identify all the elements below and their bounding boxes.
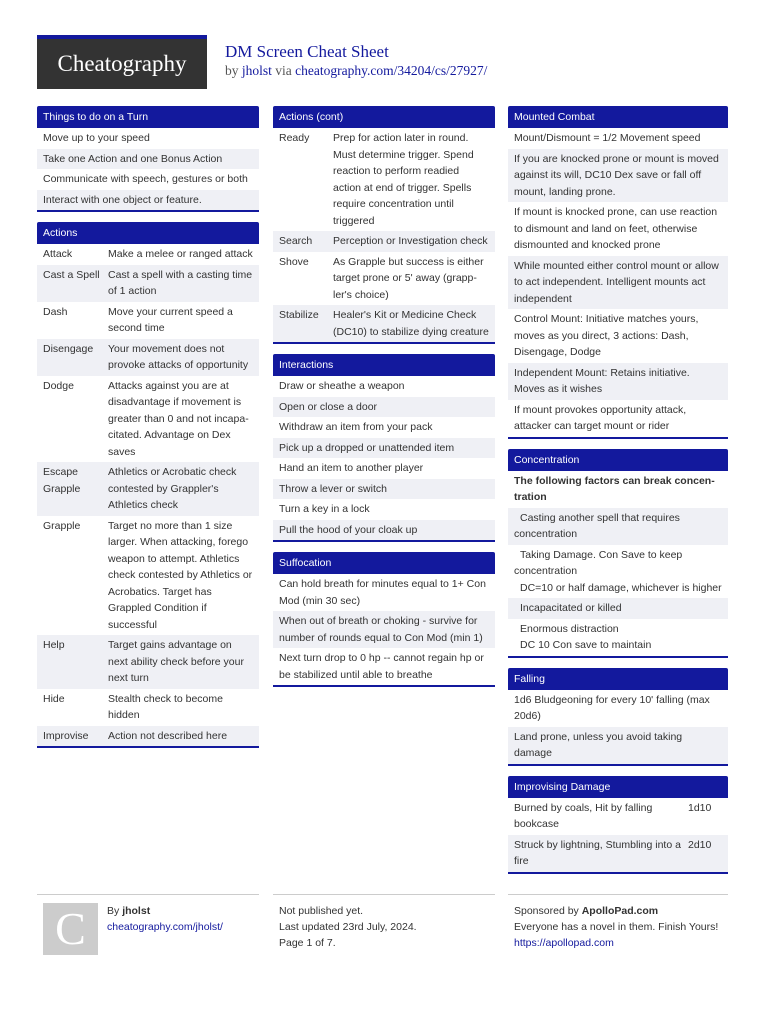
list-item: Draw or sheathe a weapon <box>273 376 495 397</box>
list-item: Throw a lever or switch <box>273 479 495 500</box>
list-item: Open or close a door <box>273 397 495 418</box>
actions-box-title: Actions <box>37 222 259 244</box>
concentration-box-title: Concentration <box>508 449 728 471</box>
list-item-text: Incapacitated or killed <box>520 602 622 614</box>
table-row <box>37 376 259 463</box>
row-value: 1d10 <box>688 801 712 814</box>
table-row <box>508 798 728 835</box>
list-item-text: DC 10 Con save to maintain <box>520 639 652 651</box>
row-key: Help <box>43 639 65 651</box>
byline <box>225 62 487 80</box>
list-item: Turn a key in a lock <box>273 499 495 520</box>
improv-table <box>508 798 728 872</box>
row-value: Stealth check to become hidden <box>108 692 223 721</box>
author-link[interactable]: jholst <box>241 63 272 78</box>
list-item-text: Enormous distraction <box>520 622 619 635</box>
suffocation-box <box>273 552 495 687</box>
list-item: Land prone, unless you avoid taking damage <box>508 727 728 764</box>
table-row <box>37 689 259 726</box>
suffocation-list <box>273 574 495 685</box>
row-value: Cast a spell with a casting time of 1 action <box>108 268 253 297</box>
mounted-list <box>508 128 728 437</box>
sponsored-by: Sponsored by <box>514 905 579 917</box>
row-value: Target gains advantage on next ability check before your next turn <box>108 639 244 684</box>
table-row <box>273 128 495 231</box>
row-value: Attacks against you are at disadvantage if movement is greater than 0 and not incapacitated. Advantage on Dex saves <box>108 379 249 458</box>
interactions-list <box>273 376 495 540</box>
list-item: Mount/Dismount = 1/2 Movement speed <box>508 128 728 149</box>
interactions-box <box>273 354 495 542</box>
by-prefix: by <box>225 63 239 78</box>
publish-status: Not published yet. <box>279 905 364 917</box>
column-2 <box>273 106 495 697</box>
row-key: Ready <box>279 132 310 144</box>
sheet-url-link[interactable]: cheatography.com/34204/cs/27927/ <box>295 63 488 78</box>
actions-cont-table <box>273 128 495 342</box>
row-value: 2d10 <box>688 838 712 851</box>
turn-box-title: Things to do on a Turn <box>37 106 259 128</box>
footer-author <box>37 894 259 954</box>
list-item-text: Taking Damage. Con Save to keep concentration <box>514 548 683 577</box>
cheatography-logo[interactable] <box>37 35 207 89</box>
row-value: Athletics or Acrobatic check contested by Grappler's Athletics check <box>108 466 237 511</box>
falling-list <box>508 690 728 764</box>
list-item: Move up to your speed <box>37 128 259 149</box>
list-item: Control Mount: Initiative matches yours, moves as you direct, 3 actions: Dash, Disengage, Dodge <box>508 309 728 363</box>
list-item: 1d6 Bludgeoning for every 10' falling (max 20d6) <box>508 690 728 727</box>
page-number: Page 1 of 7. <box>279 937 336 949</box>
list-item: Take one Action and one Bonus Action <box>37 149 259 170</box>
table-row <box>508 835 728 872</box>
mounted-box <box>508 106 728 439</box>
actions-table <box>37 244 259 746</box>
row-value: Move your current speed a second time <box>108 305 233 334</box>
list-item-text: DC=10 or half damage, whichever is higher <box>520 581 722 594</box>
actions-cont-box-title: Actions (cont) <box>273 106 495 128</box>
turn-box <box>37 106 259 212</box>
actions-box <box>37 222 259 748</box>
list-item <box>508 619 728 656</box>
column-1 <box>37 106 259 758</box>
interactions-box-title: Interactions <box>273 354 495 376</box>
list-item: Communicate with speech, gestures or both <box>37 169 259 190</box>
list-item-text: Casting another spell that requires concentration <box>514 511 680 540</box>
list-item <box>508 508 728 545</box>
row-key: Hide <box>43 692 65 705</box>
row-value: Your movement does not provoke attacks of opportunity <box>108 342 249 371</box>
actions-cont-box <box>273 106 495 344</box>
list-item: Pick up a dropped or unattended item <box>273 438 495 459</box>
table-row <box>37 726 259 747</box>
list-item: Independent Mount: Retains initiative. Moves as it wishes <box>508 363 728 400</box>
table-row <box>37 265 259 302</box>
concentration-intro: The following factors can break concentration <box>508 471 728 508</box>
table-row <box>37 635 259 689</box>
concentration-list <box>508 471 728 656</box>
row-key: Attack <box>43 248 73 260</box>
falling-box-title: Falling <box>508 668 728 690</box>
list-item: If mount is knocked prone, can use reaction to dismount and land on feet, otherwise dismounted and knocked prone <box>508 202 728 256</box>
list-item: Can hold breath for minutes equal to 1+ Con Mod (min 30 sec) <box>273 574 495 611</box>
list-item <box>508 598 728 619</box>
list-item: Pull the hood of your cloak up <box>273 520 495 541</box>
list-item: If you are knocked prone or mount is moved against its will, DC10 Dex save or fall off mount, landing prone. <box>508 149 728 203</box>
mounted-box-title: Mounted Combat <box>508 106 728 128</box>
row-key: Dodge <box>43 379 74 392</box>
row-value: Target no more than 1 size larger. When attacking, forego weapon to attempt. Athletics check contested by Athletics or Acrobatics. Target has Grappled Condition if successful <box>108 519 253 631</box>
column-3 <box>508 106 728 884</box>
via-text: via <box>275 63 292 78</box>
table-row <box>273 305 495 342</box>
row-value: As Grapple but success is either target prone or 5' away (grappler's choice) <box>333 255 484 301</box>
footer-by: By <box>107 905 120 917</box>
avatar[interactable]: C <box>43 903 98 955</box>
row-key: Struck by lightning, Stumbling into a fire <box>514 838 681 867</box>
row-value: Prep for action later in round. Must determine trigger. Spend reaction to perform readied action at end of trigger. Spells require concentration until triggered <box>333 132 474 227</box>
row-key: Escape Grapple <box>43 466 81 495</box>
row-value: Healer's Kit or Medicine Check (DC10) to stabilize dying creature <box>333 309 489 338</box>
footer-sponsor <box>508 894 728 951</box>
list-item: If mount provokes opportunity attack, attacker can target mount or rider <box>508 400 728 437</box>
table-row <box>37 339 259 376</box>
table-row <box>37 516 259 636</box>
turn-list <box>37 128 259 210</box>
list-item: While mounted either control mount or allow to act independent. Intelligent mounts act independent <box>508 256 728 310</box>
row-key: Improvise <box>43 729 89 742</box>
list-item: When out of breath or choking - survive for number of rounds equal to Con Mod (min 1) <box>273 611 495 648</box>
row-key: Cast a Spell <box>43 268 100 281</box>
concentration-box <box>508 449 728 658</box>
row-key: Burned by coals, Hit by falling bookcase <box>514 801 653 830</box>
row-value: Make a melee or ranged attack <box>108 248 253 260</box>
last-updated: Last updated 23rd July, 2024. <box>279 921 417 933</box>
table-row <box>37 302 259 339</box>
improv-box-title: Improvising Damage <box>508 776 728 798</box>
row-key: Search <box>279 235 313 247</box>
improv-box <box>508 776 728 874</box>
list-item: Withdraw an item from your pack <box>273 417 495 438</box>
suffocation-box-title: Suffocation <box>273 552 495 574</box>
sponsor-url[interactable]: https://apollopad.com <box>514 937 614 949</box>
footer-author-url[interactable]: cheatography.com/jholst/ <box>107 921 223 933</box>
table-row <box>37 462 259 516</box>
row-value: Action not described here <box>108 729 228 742</box>
footer-author-link[interactable]: jholst <box>122 905 151 917</box>
list-item: Next turn drop to 0 hp -- cannot regain hp or be stabilized until able to breathe <box>273 648 495 685</box>
row-key: Dash <box>43 305 68 318</box>
row-key: Stabilize <box>279 309 319 321</box>
logo-text: Cheatography <box>57 51 187 76</box>
table-row <box>273 252 495 306</box>
sponsor-tagline: Everyone has a novel in them. Finish Yours! <box>514 921 719 933</box>
footer-status <box>273 894 495 951</box>
falling-box <box>508 668 728 766</box>
row-key: Grapple <box>43 519 81 532</box>
table-row <box>37 244 259 265</box>
list-item <box>508 545 728 599</box>
row-value: Perception or Investigation check <box>333 235 488 247</box>
page-title: DM Screen Cheat Sheet <box>225 42 389 61</box>
list-item: Hand an item to another player <box>273 458 495 479</box>
list-item: Interact with one object or feature. <box>37 190 259 211</box>
row-key: Shove <box>279 255 309 268</box>
table-row <box>273 231 495 252</box>
row-key: Disengage <box>43 342 94 355</box>
sponsor-name[interactable]: ApolloPad.com <box>581 905 659 917</box>
